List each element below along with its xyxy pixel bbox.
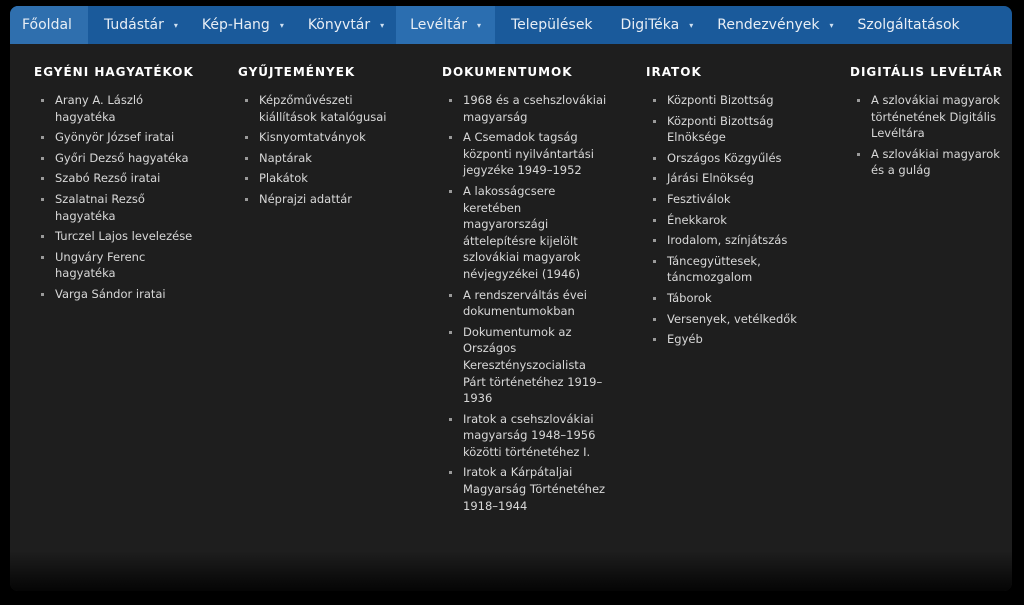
nav-telepulesek[interactable]: Települések (510, 17, 593, 33)
menu-link[interactable]: A rendszerváltás évei dokumentumokban (442, 287, 607, 320)
menu-link[interactable]: A szlovákiai magyarok és a gulág (850, 146, 1012, 179)
nav-levelter[interactable]: Levéltár ▾ (396, 6, 495, 44)
menu-link[interactable]: Központi Bizottság (646, 92, 811, 109)
menu-link[interactable]: Versenyek, vetélkedők (646, 311, 811, 328)
menu-link[interactable]: Központi Bizottság Elnöksége (646, 113, 811, 146)
menu-link[interactable]: Táncegyüttesek, táncmozgalom (646, 253, 811, 286)
menu-link[interactable]: A szlovákiai magyarok történetének Digitális Levéltára (850, 92, 1012, 142)
menu-link[interactable]: Plakátok (238, 170, 403, 187)
menu-link[interactable]: Képzőművészeti kiállítások katalógusai (238, 92, 403, 125)
chevron-down-icon: ▾ (476, 20, 481, 30)
menu-link[interactable]: A lakosságcsere keretében magyarországi áttelepítésre kijelölt szlovákiai magyarok névjegyzékei (1946) (442, 183, 607, 283)
menu-link[interactable]: Turczel Lajos levelezése (34, 228, 199, 245)
nav-digiteka[interactable]: DigiTéka ▾ (620, 17, 694, 33)
menu-link[interactable]: Dokumentumok az Országos Keresztényszocialista Párt történetéhez 1919–1936 (442, 324, 607, 407)
menu-link[interactable]: Arany A. László hagyatéka (34, 92, 199, 125)
column-dokumentumok (442, 64, 607, 518)
levelter-megamenu (10, 44, 1012, 591)
menu-link[interactable]: Gyönyör József iratai (34, 129, 199, 146)
chevron-down-icon: ▾ (279, 20, 284, 30)
column-title: DIGITÁLIS LEVÉLTÁR (850, 65, 1003, 79)
column-title: GYŰJTEMÉNYEK (238, 65, 356, 79)
menu-link[interactable]: A Csemadok tagság központi nyilvántartási jegyzéke 1949–1952 (442, 129, 607, 179)
browser-frame (10, 6, 1012, 591)
menu-link[interactable]: Fesztiválok (646, 191, 811, 208)
menu-link[interactable]: 1968 és a csehszlovákiai magyarság (442, 92, 607, 125)
menu-link[interactable]: Iratok a Kárpátaljai Magyarság Történetéhez 1918–1944 (442, 464, 607, 514)
menu-link[interactable]: Egyéb (646, 331, 811, 348)
menu-link[interactable]: Országos Közgyűlés (646, 150, 811, 167)
chevron-down-icon: ▾ (829, 20, 834, 30)
main-navbar (10, 6, 1012, 44)
menu-link[interactable]: Táborok (646, 290, 811, 307)
bottom-shadow (10, 551, 1012, 591)
column-gyujtemenyek (238, 64, 403, 212)
nav-rendezvenyek[interactable]: Rendezvények ▾ (717, 17, 834, 33)
menu-link[interactable]: Varga Sándor iratai (34, 286, 199, 303)
chevron-down-icon: ▾ (173, 20, 178, 30)
nav-szolgaltatasok[interactable]: Szolgáltatások (857, 17, 960, 33)
nav-tudastar[interactable]: Tudástár ▾ (104, 17, 178, 33)
column-title: IRATOK (646, 65, 702, 79)
chevron-down-icon: ▾ (689, 20, 694, 30)
menu-link[interactable]: Szabó Rezső iratai (34, 170, 199, 187)
menu-link[interactable]: Énekkarok (646, 212, 811, 229)
menu-link[interactable]: Kisnyomtatványok (238, 129, 403, 146)
column-digitalis-leveltar (850, 64, 1012, 183)
menu-link[interactable]: Iratok a csehszlovákiai magyarság 1948–1956 közötti történetéhez I. (442, 411, 607, 461)
menu-link[interactable]: Irodalom, színjátszás (646, 232, 811, 249)
menu-link[interactable]: Ungváry Ferenc hagyatéka (34, 249, 199, 282)
menu-link[interactable]: Néprajzi adattár (238, 191, 403, 208)
menu-link[interactable]: Naptárak (238, 150, 403, 167)
column-iratok (646, 64, 811, 352)
column-title: EGYÉNI HAGYATÉKOK (34, 65, 194, 79)
menu-link[interactable]: Szalatnai Rezső hagyatéka (34, 191, 199, 224)
nav-konyvtar[interactable]: Könyvtár ▾ (307, 17, 385, 33)
nav-fooldal[interactable]: Főoldal (10, 6, 88, 44)
column-title: DOKUMENTUMOK (442, 65, 573, 79)
nav-kep-hang[interactable]: Kép-Hang ▾ (201, 17, 284, 33)
column-egyeni-hagyatekok (34, 64, 199, 307)
chevron-down-icon: ▾ (380, 20, 385, 30)
menu-link[interactable]: Győri Dezső hagyatéka (34, 150, 199, 167)
menu-link[interactable]: Járási Elnökség (646, 170, 811, 187)
